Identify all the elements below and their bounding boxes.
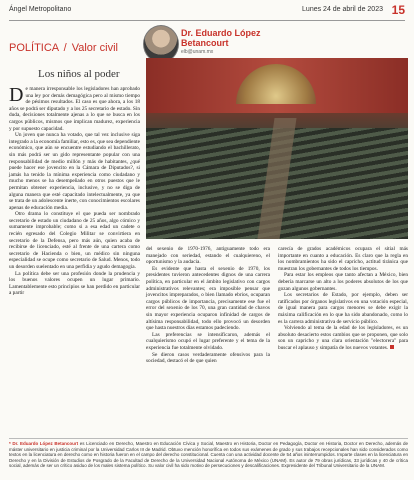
chamber-photo [146, 58, 408, 239]
paragraph-text: e manera irresponsable los legisladores han aprobado una ley por demás demagógica pero al mismo tiempo de pésimos resultados. El caso es que ahora, a los 18 años se podrá ser diputado y a los 25 secretario de estado. Sin duda, decisiones totalmente ajenas a lo que se busca en los cargos públicos, mismos que implican madurez, experiencia y por supuesto capacidad. [9, 86, 140, 132]
footnote-author: * Dr. Eduardo López Betancourt [9, 441, 79, 446]
footnote-text: es Licenciado en Derecho, Maestro en Educación Cívica y Social, Maestro en Historia, Doctor en Pedagogía, Doctor en Historia, Doctor en Derecho, además de máster universitario en justicia criminal por la Universidad Carlos III de Madrid. Obtuvo mención honorífica en todos sus exámenes de grado y sus trabajos recepcionales han sido considerados como textos en la licenciatura en derecho como en historia fueron en el campo del derecho constitucional. Cuenta con una actividad docente de 54 años ininterrumpidos. Imparte clases en la licenciatura en Derecho y en la División de Estudios de Posgrado de la Facultad de Derecho de la Universidad Nacional Autónoma de México (UNAM). Es autor de 79 obras jurídicas, 33 jurídicas y 40 de crítica social, además de ser un crítico asiduo de los males sistema político. Su valor civil ha sido motivo de persecuciones y descalificaciones. Expresidente del Tribunal Universitario de la UNAM. [9, 441, 408, 469]
article-title: Los niños al poder [38, 68, 120, 80]
paragraph: Los secretarios de Estado, por ejemplo, deben ser ratificados por órganos legislativos en una votación especial, de igual manera para cargos menores se debe exigir la máxima calificación en lo que ha sido abandonado, como lo es la carrera administrativa de servicio público. [278, 292, 408, 325]
masthead [9, 5, 405, 19]
paragraph: del sexenio de 1970-1976, antiguamente todo era manejado con seriedad, estando el cualquiereno, el oportunismo y la audacia. [146, 246, 270, 266]
section-separator: / [63, 42, 67, 54]
author-email: elb@unam.mx [181, 49, 214, 55]
section-heading [9, 42, 118, 54]
page-number: 15 [391, 3, 405, 17]
article-column-1 [9, 86, 140, 297]
paragraph-text: Volviendo al tema de la edad de los legisladores, es un absoluto desacierto estos cambios que se proponen, que solo son un capricho y una clara orientación "electorera" para buscar el aplauso y simpatía de los nuevos votantes. [278, 325, 408, 351]
column-name: Valor civil [71, 42, 118, 54]
author-name: Dr. Eduardo López Betancourt [181, 28, 261, 48]
paragraph: Se dieron casos verdaderamente ofensivos para la sociedad, destacó el de que quien [146, 351, 270, 365]
paragraph: Las preferencias se intensificaron, además el cualquierismo ocupó el lugar preferente y el tema de la experiencia fue totalmente olvidado. [146, 331, 270, 351]
issue-date: Lunes 24 de abril de 2023 [302, 6, 383, 13]
paragraph: Para estar los empleos que tanto afectan a México, bien debería marcarse un alto a los poderes absolutos de los que gozan algunos gobernantes. [278, 272, 408, 292]
paragraph [9, 86, 140, 132]
section-name: POLÍTICA [9, 42, 59, 54]
paragraph: Un joven que nunca ha votado, que tal vez inclusive siga integrado a la economía familiar, esto es, que sea dependiente económico, que aún se encuentre estudiando el bachillerato, sin más podrá ser un gido representante popular con una responsabilidad de medio millón y más de habitantes, ¿qué puede hacer ese jovencito en la Cámara de Diputados?, si jamás ha tenido la mínima experiencia como ciudadano y mucho menos se ha desempeñado en otros puestos que le permitan obtener experiencia, inclusive, y no se diga de alguna manera que esté capacitado intelectualmente, ya que se trata de un adolescente inerte, con conocimientos escolares apenas de educación media. [9, 132, 140, 211]
publication-name: Ángel Metropolitano [9, 6, 72, 13]
drop-cap: D [9, 84, 24, 106]
article-column-2 [146, 246, 270, 365]
paragraph: La política debe ser una profesión donde la prudencia y los buenos valores ocupen un lugar primario. Lamentablemente esto principios se han perdido en particular a partir [9, 270, 140, 297]
end-mark-icon [390, 345, 394, 349]
author-footnote [9, 438, 408, 469]
article-column-3 [278, 246, 408, 352]
author-block [181, 28, 271, 55]
masthead-divider [9, 20, 405, 21]
paragraph: Otro drama lo constituye el que pueda ser nombrado secretario de estado un ciudadano de 25 años, algo cómico y sumamente improbable; como si a esa edad un cadete o recién egresado del Colegio Militar se convirtiera en secretario de la Defensa, pero más aún, quien acaba de recibirse de licenciado, esté al frente de una cartera como secretario de Hacienda o bien, un médico sin ninguna especialidad se ocupe como secretario de Salud. Menos, todo un desorden suelentado en una perfidia y agudo demagogia. [9, 211, 140, 271]
paragraph: Es evidente que hasta el sexenio de 1970, los presidentes tuvieron antecedentes dignos de una carrera política, en particular en el ámbito legislativo con cargos administrativos relevantes; era imposible pensar que jovencitos impreparados, o bien llamado ebrios, ocuparan cargos públicos de importancia, precisamente ese fue el error del sexenio de los 70, una gran cantidad de chavos sin mayor experiencia ocuparon infinidad de cargos de altísima responsabilidad, todo ello provocó un desorden que hasta nuestros días estamos padeciendo. [146, 265, 270, 332]
paragraph: carecía de grados académicos ocupara el sitial más importante en cuanto a educación. Es claro que la regla en los nombramientos ha sido el capricho, actitud tiránica que muestran los gobernantes de todos los tiempos. [278, 246, 408, 272]
paragraph [278, 325, 408, 351]
